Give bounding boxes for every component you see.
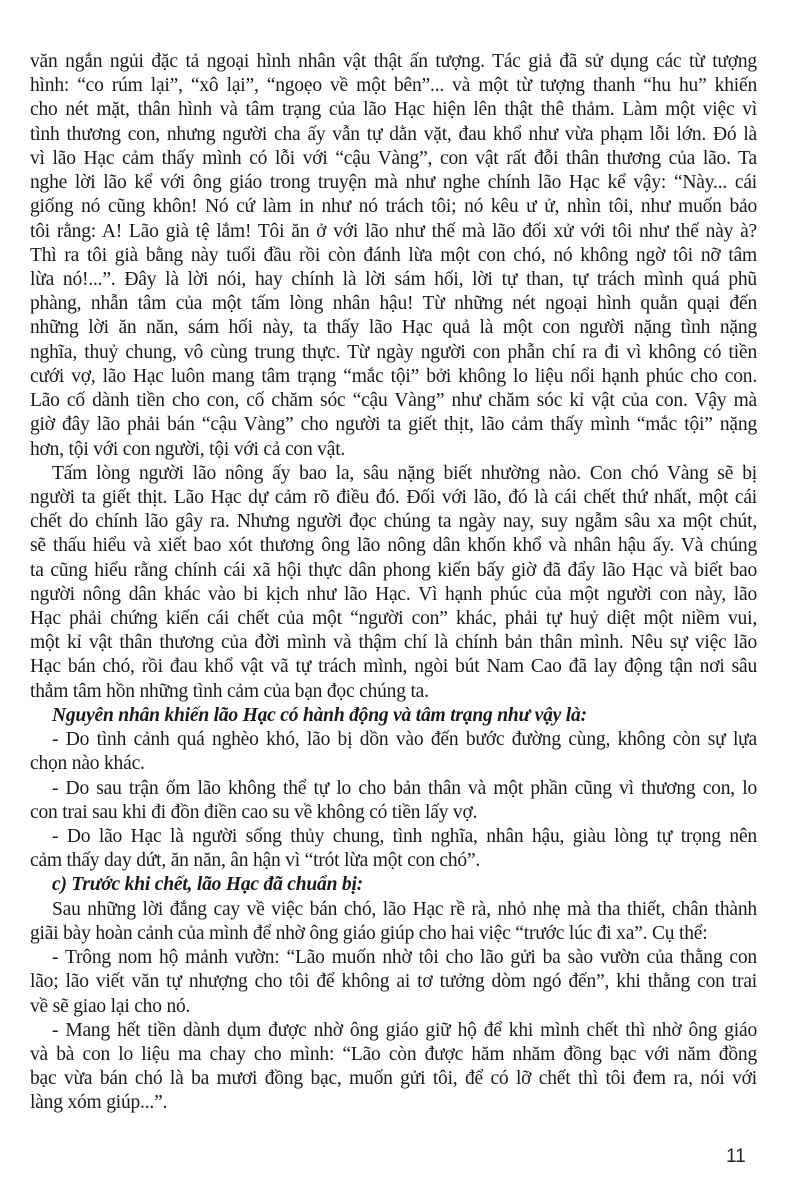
text-line: về sẽ giao lại cho nó. — [30, 995, 191, 1017]
text-line: bạc vừa bán chó là ba mươi đồng bạc, muốn gửi tôi, để có lỡ chết thì tôi đem ra, nói với — [30, 1068, 757, 1090]
text-line: Hạc bán chó, rồi đau khổ vật vã tự trách mình, ngòi bút Nam Cao đã lay động tận nơi sâu — [30, 656, 757, 678]
text-line: - Trông nom hộ mảnh vườn: “Lão muốn nhờ tôi cho lão gửi ba sào vườn của thằng con — [52, 947, 757, 969]
text-line: thẳm tâm hồn những tình cảm của bạn đọc chúng ta. — [30, 680, 429, 702]
text-line: một kỉ vật thân thương của đời mình và thậm chí là chính bản thân mình. Nêu sự việc lão — [30, 632, 757, 654]
text-line: - Do tình cảnh quá nghèo khó, lão bị dồn vào đến bước đường cùng, không còn sự lựa — [52, 729, 757, 751]
text-line: lừa nó!...”. Đây là lời nói, hay chính là lời sám hối, lời tự than, tự trách mình quá phũ — [30, 268, 757, 290]
text-line: tình thương con, nhưng người cha ấy vẫn tự dằn vặt, đau khổ như vừa phạm lỗi lớn. Đó là — [30, 123, 757, 145]
section-heading: Nguyên nhân khiến lão Hạc có hành động và tâm trạng như vậy là: — [52, 704, 587, 726]
text-line: cưới vợ, lão Hạc luôn mang tâm trạng “mắc tội” bởi không lo liệu nổi hạnh phúc cho con. — [30, 365, 757, 387]
text-line: sẽ thấu hiểu và xiết bao xót thương ông lão nông dân khốn khổ và nhân hậu ấy. Và chúng — [30, 535, 757, 557]
text-line: Lão cố dành tiền cho con, cố chăm sóc “cậu Vàng” như chăm sóc kỉ vật của con. Vậy mà — [30, 390, 757, 412]
text-line: giống nó cũng khôn! Nó cứ làm in như nó trách tôi; nó kêu ư ử, nhìn tôi, như muốn bảo — [30, 196, 757, 218]
text-line: phàng, nhẫn tâm của một tấm lòng nhân hậu! Từ những nét ngoại hình quằn quại đến — [30, 293, 757, 315]
text-line: - Do sau trận ốm lão không thể tự lo cho bản thân và một phần cũng vì thương con, lo — [52, 777, 757, 799]
text-line: nghe lời lão kể với ông giáo trong truyện mà như nghe chính lão Hạc kể vậy: “Này... cái — [30, 172, 757, 194]
text-line: lão; lão viết văn tự nhượng cho tôi để không ai tơ tưởng dòm ngó đến”, khi thằng con trai — [30, 971, 757, 993]
text-line: chết do chính lão gây ra. Nhưng người đọc chúng ta ngày nay, suy ngẫm sâu xa một chút, — [30, 511, 757, 533]
text-line: ta cũng hiểu rằng chính cái xã hội thực dân phong kiến bấy giờ đã đẩy lão Hạc và biết bao — [30, 559, 757, 581]
text-line: người nông dân khác vào bi kịch như lão Hạc. Vì hạnh phúc của một người con này, lão — [30, 583, 757, 605]
text-line: hình: “co rúm lại”, “xô lại”, “ngoẹo về một bên”... và một từ tượng thanh “hu hu” khiến — [30, 75, 757, 97]
text-line: hơn, tội với con người, tội với cả con vật. — [30, 438, 346, 460]
text-line: giãi bày hoàn cảnh của mình để nhờ ông giáo giúp cho hai việc “trước lúc đi xa”. Cụ thể: — [30, 922, 708, 944]
text-line: Hạc phải chứng kiến cái chết của một “người con” khác, phải tự huỷ diệt một niềm vui, — [30, 608, 757, 630]
text-line: Tấm lòng người lão nông ấy bao la, sâu nặng biết nhường nào. Con chó Vàng sẽ bị — [52, 462, 757, 484]
text-line: tôi rằng: A! Lão già tệ lắm! Tôi ăn ở với lão như thế mà lão đối xử với tôi như thế này à? — [30, 220, 757, 242]
text-line: giờ đây lão phải bán “cậu Vàng” cho người ta giết thịt, lão cảm thấy mình “mắc tội” nặng — [30, 414, 757, 436]
text-line: chọn nào khác. — [30, 753, 145, 775]
text-line: Thì ra tôi già bằng này tuổi đầu rồi còn đánh lừa một con chó, nó không ngờ tôi nỡ tâm — [30, 244, 757, 266]
text-line: nghĩa, thuỷ chung, vô cùng trung thực. Từ ngày người con phẫn chí ra đi vì không có tiền — [30, 341, 757, 363]
text-line: những lời ăn năn, sám hối này, ta thấy lão Hạc quả là một con người nặng tình nặng — [30, 317, 757, 339]
text-line: - Mang hết tiền dành dụm được nhờ ông giáo giữ hộ để khi mình chết thì nhờ ông giáo — [52, 1019, 757, 1041]
text-line: - Do lão Hạc là người sống thủy chung, tình nghĩa, nhân hậu, giàu lòng tự trọng nên — [52, 826, 757, 847]
text-line: và bà con lo liệu ma chay cho mình: “Lão còn được hăm nhăm đồng bạc với năm đồng — [30, 1043, 757, 1065]
text-line: người ta giết thịt. Lão Hạc dự cảm rõ điều đó. Đối với lão, đó là cái chết thứ nhất, một cái — [30, 486, 757, 508]
text-line: con trai sau khi đi đồn điền cao su về không có tiền lấy vợ. — [30, 801, 478, 823]
text-line: Sau những lời đắng cay về việc bán chó, lão Hạc rề rà, nhỏ nhẹ mà tha thiết, chân thành — [52, 898, 757, 920]
text-line: cảm thấy day dứt, ăn năn, ân hận vì “trót lừa một con chó”. — [30, 850, 481, 872]
text-line: vì lão Hạc cảm thấy mình có lỗi với “cậu Vàng”, con vật rất đỗi thân thương của lão. Ta — [30, 147, 757, 169]
section-heading: c) Trước khi chết, lão Hạc đã chuẩn bị: — [52, 874, 363, 896]
text-line: văn ngắn ngủi đặc tả ngoại hình nhân vật thật ấn tượng. Tác giả đã sử dụng các từ tượng — [30, 51, 757, 72]
body-text — [30, 50, 757, 1116]
text-line: làng xóm giúp...”. — [30, 1092, 168, 1114]
page-number: 11 — [726, 1146, 746, 1167]
text-line: cho nét mặt, thân hình và tâm trạng của lão Hạc hiện lên thật thê thảm. Làm một việc vì — [30, 99, 757, 121]
